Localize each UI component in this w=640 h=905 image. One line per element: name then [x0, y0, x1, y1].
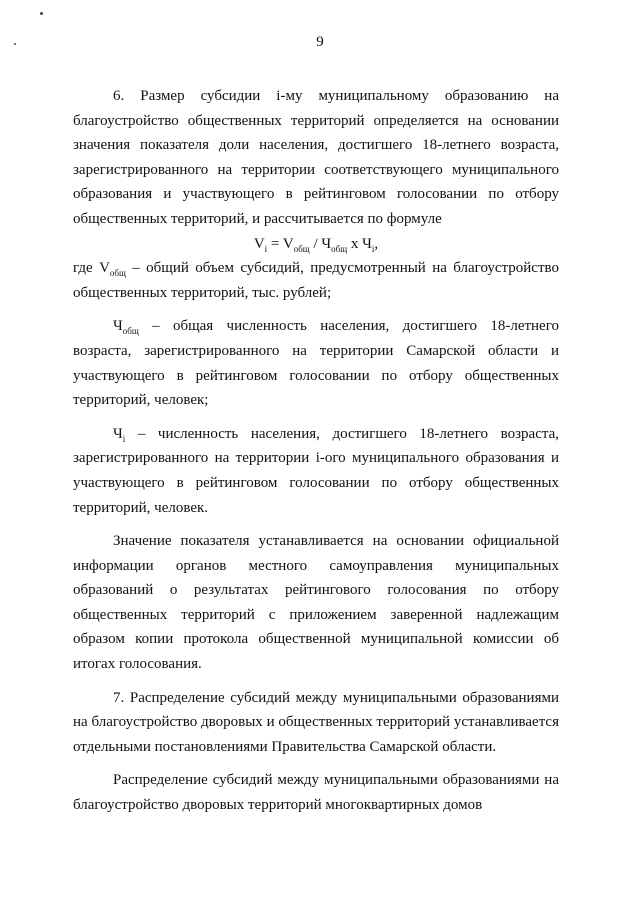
paragraph-7: 7. Распределение субсидий между муниципальными образованиями на благоустройство дворовых и общественных территорий устанавливается отдельными постановлениями Правительства Самарской области. [73, 689, 559, 755]
page-number: 9 [316, 34, 324, 50]
definition-ch-i: $Ч_i$ – численность населения, достигшего 18-летнего возраста, зарегистрированного на территории i-ого муниципального образования и участвующего в рейтинговом голосовании по отбору общественных территорий, человек. [73, 425, 559, 516]
definition-ch-total: $Ч_{общ}$ – общая численность населения, достигшего 18-летнего возраста, зарегистрированного на территории Самарской области и участвующего в рейтинговом голосовании по отбору общественных территорий, человек; [73, 318, 559, 409]
scan-speck [40, 12, 43, 15]
formula: $V_i = V_{общ} / Ч_{общ}$ x $Ч_i$, [253, 235, 379, 254]
paragraph-indicator: Значение показателя устанавливается на основании официальной информации органов местного самоуправления муниципальных образований о результатах рейтингового голосования по отбору общественных территорий с приложением заверенной надлежащим образом копии протокола общественной муниципальной комиссии об итогах голосования. [73, 533, 559, 673]
document-body [73, 84, 559, 818]
paragraph-7-distribution: Распределение субсидий между муниципальными образованиями на благоустройство дворовых территорий многоквартирных домов [73, 772, 559, 814]
paragraph-6: 6. Размер субсидии i-му муниципальному образованию на благоустройство общественных территорий определяется на основании значения показателя доли населения, достигшего 18-летнего возраста, зарегистрированного на территории соответствующего муниципального образования и участвующего в рейтинговом голосовании по отбору общественных территорий, и рассчитывается по формуле [73, 88, 559, 227]
definition-v-total: где $V_{общ}$ – общий объем субсидий, предусмотренный на благоустройство общественных территорий, тыс. рублей; [73, 260, 559, 301]
